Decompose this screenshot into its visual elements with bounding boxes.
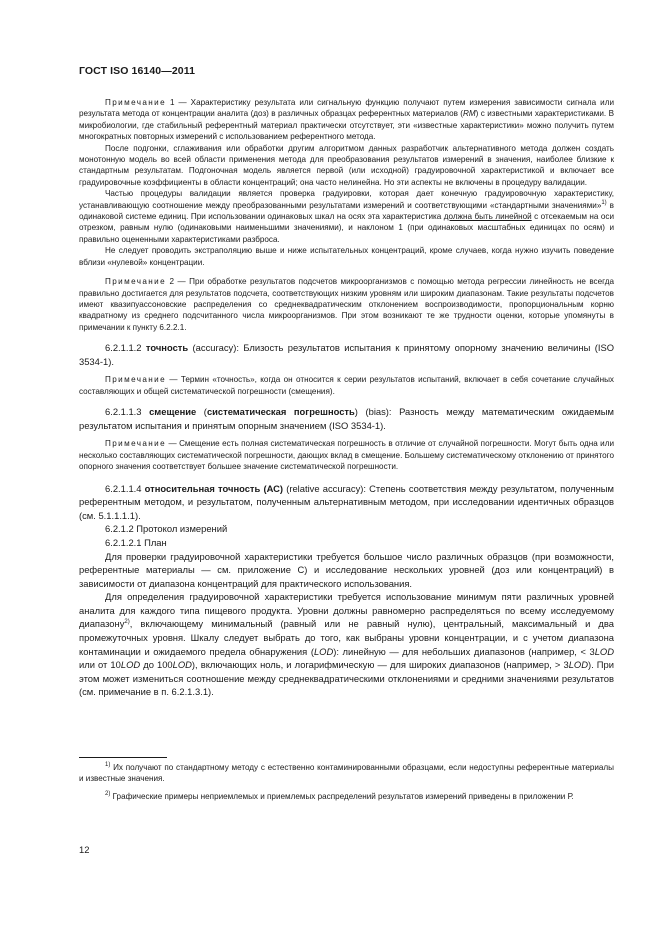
term-accuracy: точность [145, 342, 189, 354]
footnote-2: $^{2)}$ Графические примеры неприемлемых и приемлемых распределений результатов измерений приведены в приложении Р. [105, 790, 574, 801]
footnote-ref-2: 2) [124, 619, 130, 626]
footnotes [79, 762, 614, 802]
clause-6-2-1-1-3: 6.2.1.1.3 смещение (систематическая погрешность) (bias): Разность между математическим ожидаемым результатом испытания и принятым опорным значением (ISO 3534-1). [79, 406, 614, 431]
note-accuracy: Примечание — Термин «точность», когда он относится к серии результатов испытаний, включает в себя сочетание случайных составляющих и общей систематической погрешности (смещения). [79, 375, 614, 396]
note-bias: Примечание — Смещение есть полная систематическая погрешность в отличие от случайной погрешности. Могут быть одна или несколько составляющих систематической погрешности, дающих вклад в смещение. Большему систематическому отклонению от принятого опорного значения соответствует большее значение систематической погрешности. [79, 439, 614, 472]
term-relative-accuracy: относительная точность (АС) [144, 482, 284, 494]
footnote-1: $^{1)}$ Их получают по стандартному методу с естественно контаминированными образцами, если недоступны референтные материалы и известные значения. [79, 762, 614, 784]
main-content [79, 97, 614, 699]
para-plan-1: Для проверки градуировочной характеристики требуется большое число различных образцов (при возможности, референтные материалы — см. приложение С) и исследование нескольких уровней (доз или концентраций) в зависимости от диапазона концентраций для практического использования. [79, 550, 614, 589]
page-number: 12 [79, 844, 90, 855]
heading-6-2-1-2-1: 6.2.1.2.1 План [105, 536, 167, 548]
footnote-divider [79, 757, 167, 758]
note-1: Примечание 1 — Характеристику результата или сигнальную функцию получают путем измерения зависимости сигнала или результата метода от концентрации аналита (доз) в различных образцах референтных материалов (RM) с известными характеристиками. В микробиологии, где стабильный референтный материал практически отсутствует, эти «известные характеристики» можно получить путем многократных повторных измерений с использованием референтного метода. [79, 98, 614, 142]
term-bias: смещение [149, 406, 197, 418]
note-1-para-3: Частью процедуры валидации является проверка градуировки, которая дает конечную градуировочную характеристику, устанавливающую соотношение между преобразованными результатами измерений и соответствующими «стандартными значениями»$^{1)}$ в одинаковой системе единиц. При использовании одинаковых шкал на осях эта характеристика должна быть линейной с отсекаемым на оси отрезком, равным нулю (одинаковыми наименьшими значениями), и наклоном 1 (при одинаковых масштабных единицах по осям) и правильно оцененными характеристиками разброса. [79, 189, 614, 244]
para-plan-2: Для определения градуировочной характеристики требуется использование минимум пяти различных уровней аналита для каждого типа пищевого продукта. Уровни должны равномерно распределяться по всему исследуемому диапазону$^{2)}$, включающему минимальный (равный или не равный нулю), центральный, максимальный и два промежуточных уровня. Шкалу следует выбрать до того, как выбраны уровни концентрации, и с учетом диапазона контаминации и ожидаемого предела обнаружения (LOD): линейную — для небольших диапазонов (например, < 3LOD или от 10LOD до 100LOD), включающих ноль, и логарифмическую — для широких диапазонов (например, > 3LOD). При этом может измениться соотношение между среднеквадратическими отклонениями и средними значениями результатов (см. примечание в п. 6.2.1.3.1). [79, 591, 614, 698]
note-1-para-2: После подгонки, сглаживания или обработки другим алгоритмом данных разработчик альтернативного метода должен создать монотонную модель во всей области применения метода для преобразования результатов измерений в значения, наиболее близкие к стандартным результатам. Подгоночная модель является первой (или исходной) градуировочной характеристикой и включает все градуировочные коэффициенты в области концентраций; она часто нелинейна. Но эти аспекты не включены в процедуру валидации. [79, 143, 614, 187]
document-header: ГОСТ ISO 16140—2011 [79, 65, 196, 77]
note-1-para-4: Не следует проводить экстраполяцию выше и ниже испытательных концентраций, кроме случаев, когда нужно изучить поведение вблизи «нулевой» концентрации. [79, 246, 614, 267]
term-systematic-error: систематическая погрешность [206, 406, 355, 418]
footnote-ref-1: 1) [601, 199, 607, 206]
heading-6-2-1-2: 6.2.1.2 Протокол измерений [105, 523, 228, 535]
note-2: Примечание 2 — При обработке результатов подсчетов микроорганизмов с помощью метода регрессии линейность не всегда правильно достигается для результатов подсчета, соответствующих низким уровням или широким диапазонам. Такие результаты подсчетов имеют квазипуассоновские распределения со среднеквадратическим отклонением воспроизводимости, пропорциональным корню квадратному из среднего подсчитанного числа микроорганизмов. При этом возникают те же трудности оценки, которые упомянуты в примечании к пункту 6.2.2.1. [79, 277, 614, 332]
clause-6-2-1-1-4: 6.2.1.1.4 относительная точность (АС) (relative accuracy): Степень соответствия между результатом, полученным референтным методом, и результатом, полученным альтернативным методом, при исследовании идентичных образцов (см. 5.1.1.1.1). [79, 482, 614, 521]
clause-6-2-1-1-2: 6.2.1.1.2 точность (accuracy): Близость результатов испытания к принятому опорному значению величины (ISO 3534-1). [79, 342, 615, 367]
